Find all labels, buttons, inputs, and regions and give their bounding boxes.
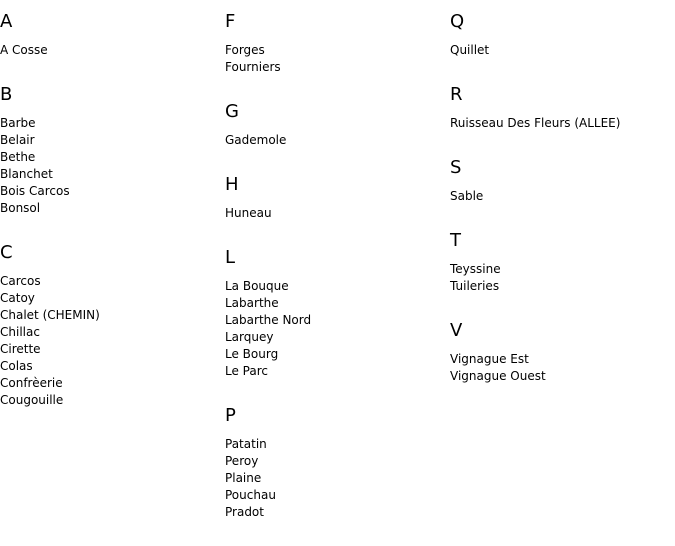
street-list xyxy=(450,115,670,132)
street-item[interactable]: Vignague Est xyxy=(450,352,529,366)
street-item[interactable]: Patatin xyxy=(225,437,267,451)
street-list xyxy=(0,42,220,59)
street-list xyxy=(450,351,670,385)
street-item[interactable]: Chalet (CHEMIN) xyxy=(0,308,100,322)
letter-group-a xyxy=(0,11,220,59)
letter-heading: R xyxy=(450,84,463,105)
letter-group-g xyxy=(225,101,445,149)
street-list xyxy=(450,42,670,59)
index-column-1 xyxy=(0,11,220,434)
street-item[interactable]: Sable xyxy=(450,189,484,203)
letter-heading: S xyxy=(450,157,462,178)
street-item[interactable]: Barbe xyxy=(0,116,36,130)
street-list xyxy=(0,273,220,409)
street-item[interactable]: La Bouque xyxy=(225,279,289,293)
street-item[interactable]: Tuileries xyxy=(450,279,500,293)
street-list xyxy=(450,188,670,205)
street-item[interactable]: Catoy xyxy=(0,291,35,305)
street-item[interactable]: Forges xyxy=(225,43,265,57)
street-item[interactable]: Cirette xyxy=(0,342,41,356)
letter-heading: A xyxy=(0,11,13,32)
street-item[interactable]: Larquey xyxy=(225,330,274,344)
street-item[interactable]: Bonsol xyxy=(0,201,41,215)
street-list xyxy=(225,205,445,222)
street-item[interactable]: Belair xyxy=(0,133,35,147)
street-list xyxy=(0,115,220,217)
street-list xyxy=(225,436,445,521)
street-item[interactable]: Labarthe Nord xyxy=(225,313,312,327)
letter-group-p xyxy=(225,405,445,521)
letter-group-v xyxy=(450,320,670,385)
street-item[interactable]: Fourniers xyxy=(225,60,281,74)
street-item[interactable]: Cougouille xyxy=(0,393,64,407)
letter-group-r xyxy=(450,84,670,132)
street-item[interactable]: Le Parc xyxy=(225,364,268,378)
street-item[interactable]: Chillac xyxy=(0,325,40,339)
street-item[interactable]: Huneau xyxy=(225,206,272,220)
letter-group-h xyxy=(225,174,445,222)
street-item[interactable]: Carcos xyxy=(0,274,41,288)
street-item[interactable]: Pradot xyxy=(225,505,264,519)
street-item[interactable]: Quillet xyxy=(450,43,490,57)
letter-heading: T xyxy=(450,230,461,251)
street-item[interactable]: Le Bourg xyxy=(225,347,279,361)
street-item[interactable]: Plaine xyxy=(225,471,262,485)
letter-heading: F xyxy=(225,11,236,32)
letter-heading: H xyxy=(225,174,239,195)
letter-group-l xyxy=(225,247,445,380)
street-item[interactable]: Colas xyxy=(0,359,33,373)
street-item[interactable]: Teyssine xyxy=(450,262,501,276)
letter-heading: Q xyxy=(450,11,465,32)
street-item[interactable]: Bethe xyxy=(0,150,36,164)
index-column-3 xyxy=(450,11,670,410)
street-list xyxy=(225,132,445,149)
street-item[interactable]: Ruisseau Des Fleurs (ALLEE) xyxy=(450,116,621,130)
street-item[interactable]: Pouchau xyxy=(225,488,276,502)
street-item[interactable]: Labarthe xyxy=(225,296,279,310)
street-item[interactable]: Bois Carcos xyxy=(0,184,70,198)
street-list xyxy=(450,261,670,295)
letter-group-t xyxy=(450,230,670,295)
letter-group-s xyxy=(450,157,670,205)
street-list xyxy=(225,42,445,76)
street-item[interactable]: Confrèerie xyxy=(0,376,63,390)
letter-group-f xyxy=(225,11,445,76)
street-item[interactable]: Peroy xyxy=(225,454,259,468)
letter-heading: B xyxy=(0,84,13,105)
letter-heading: L xyxy=(225,247,236,268)
letter-group-b xyxy=(0,84,220,217)
letter-group-c xyxy=(0,242,220,409)
letter-heading: C xyxy=(0,242,13,263)
street-item[interactable]: Blanchet xyxy=(0,167,53,181)
index-column-2 xyxy=(225,11,445,546)
street-item[interactable]: Vignague Ouest xyxy=(450,369,546,383)
street-list xyxy=(225,278,445,380)
street-item[interactable]: Gademole xyxy=(225,133,287,147)
letter-group-q xyxy=(450,11,670,59)
letter-heading: V xyxy=(450,320,463,341)
letter-heading: G xyxy=(225,101,239,122)
street-item[interactable]: A Cosse xyxy=(0,43,48,57)
letter-heading: P xyxy=(225,405,236,426)
